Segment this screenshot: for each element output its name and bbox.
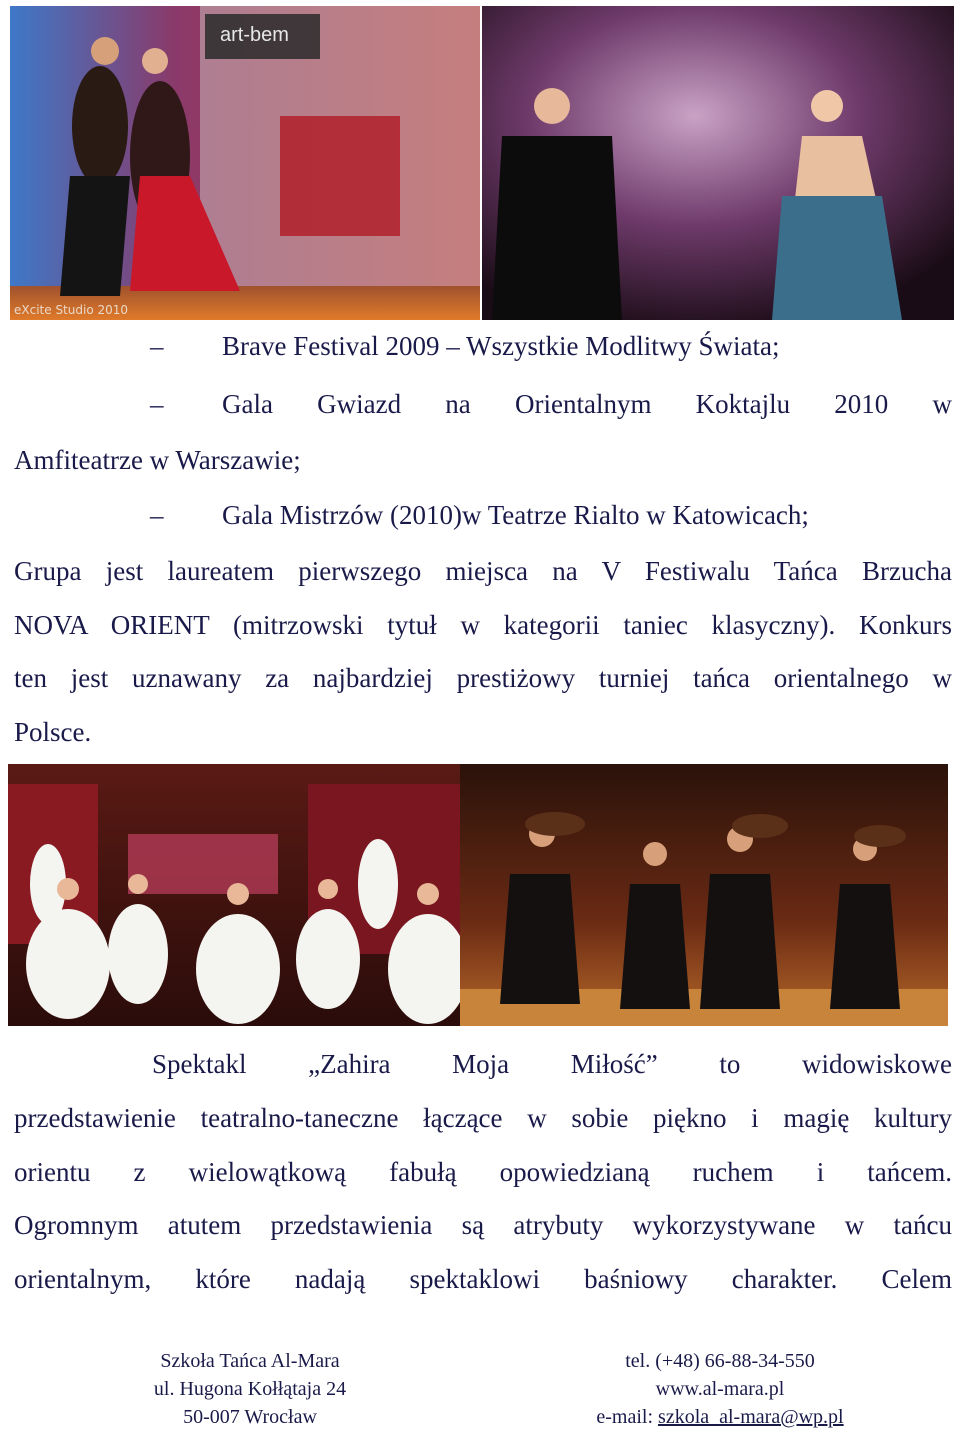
footer-email-link[interactable]: szkola_al-mara@wp.pl xyxy=(658,1406,844,1428)
sign-text: art-bem xyxy=(220,24,289,46)
footer-email-label: e-mail: xyxy=(596,1406,659,1428)
list-dash-3: – xyxy=(150,500,164,530)
paragraph2-line-1: Spektakl „Zahira Moja Miłość” to widowiskowe xyxy=(152,1049,952,1079)
list-item-3: Gala Mistrzów (2010)w Teatrze Rialto w Katowicach; xyxy=(222,500,809,530)
list-item-2-line-1: Gala Gwiazd na Orientalnym Koktajlu 2010 w xyxy=(222,389,952,419)
paragraph1-line-3: ten jest uznawany za najbardziej prestiżowy turniej tańca orientalnego w xyxy=(14,663,952,693)
paragraph2-line-3: orientu z wielowątkową fabułą opowiedzianą ruchem i tańcem. xyxy=(14,1157,952,1187)
footer-city: 50-007 Wrocław xyxy=(183,1406,317,1428)
list-dash-2: – xyxy=(150,389,164,419)
list-item-1: Brave Festival 2009 – Wszystkie Modlitwy Świata; xyxy=(222,331,780,361)
footer-website[interactable]: www.al-mara.pl xyxy=(655,1378,785,1400)
photo-duo-stage-image xyxy=(482,6,954,320)
footer-address xyxy=(110,1347,390,1431)
photo-dancers-hair-image xyxy=(460,764,948,1026)
photo-watermark: eXcite Studio 2010 xyxy=(14,303,129,317)
paragraph1-line-4: Polsce. xyxy=(14,717,92,747)
list-item-2-line-2: Amfiteatrze w Warszawie; xyxy=(14,445,301,475)
footer-school-name: Szkoła Tańca Al-Mara xyxy=(160,1350,340,1372)
paragraph1-line-1: Grupa jest laureatem pierwszego miejsca na V Festiwalu Tańca Brzucha xyxy=(14,556,952,586)
paragraph2-line-2: przedstawienie teatralno-taneczne łączące w sobie piękno i magię kultury xyxy=(14,1103,952,1133)
paragraph1-line-2: NOVA ORIENT (mitrzowski tytuł w kategorii taniec klasyczny). Konkurs xyxy=(14,610,952,640)
footer-contact xyxy=(560,1347,880,1431)
photo-dancers-hair xyxy=(460,764,948,1026)
footer-email-row xyxy=(560,1403,880,1431)
footer-street: ul. Hugona Kołłątaja 24 xyxy=(153,1378,347,1400)
footer-phone: tel. (+48) 66-88-34-550 xyxy=(625,1350,815,1372)
paragraph2-line-5: orientalnym, które nadają spektaklowi baśniowy charakter. Celem xyxy=(14,1264,952,1294)
photo-couple-dancing-image xyxy=(10,6,480,320)
photo-duo-stage xyxy=(482,6,954,320)
photo-group-veils-image xyxy=(8,764,460,1026)
photo-group-veils xyxy=(8,764,460,1026)
list-dash-1: – xyxy=(150,331,164,361)
paragraph2-line-4: Ogromnym atutem przedstawienia są atrybuty wykorzystywane w tańcu xyxy=(14,1210,952,1240)
photo-couple-dancing xyxy=(10,6,480,320)
